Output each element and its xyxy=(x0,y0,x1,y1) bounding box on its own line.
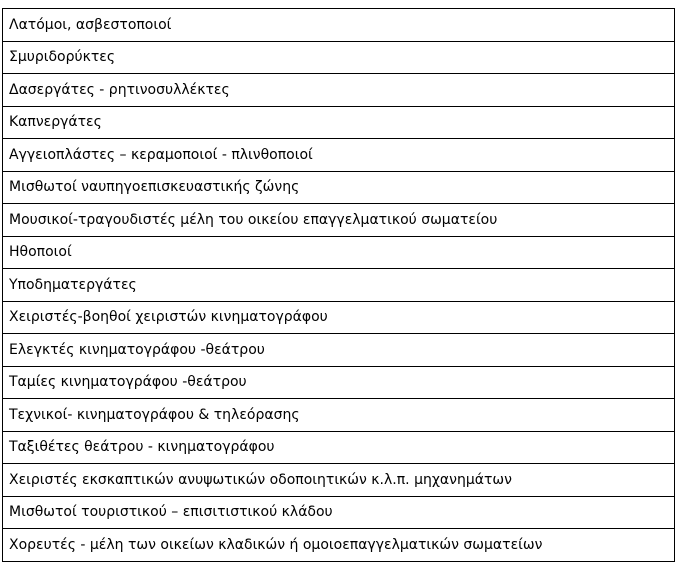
table-cell: Χειριστές-βοηθοί χειριστών κινηματογράφου xyxy=(3,301,675,334)
table-row xyxy=(3,9,675,42)
table-row xyxy=(3,464,675,497)
table-cell: Ηθοποιοί xyxy=(3,236,675,269)
table-row xyxy=(3,269,675,302)
table-row xyxy=(3,301,675,334)
table-row xyxy=(3,204,675,237)
table-row xyxy=(3,399,675,432)
table-cell: Μισθωτοί τουριστικού – επισιτιστικού κλάδου xyxy=(3,496,675,529)
table-cell: Χορευτές - μέλη των οικείων κλαδικών ή ομοιοεπαγγελματικών σωματείων xyxy=(3,529,675,562)
table-body xyxy=(3,9,675,562)
table-cell: Μισθωτοί ναυπηγοεπισκευαστικής ζώνης xyxy=(3,171,675,204)
table-row xyxy=(3,41,675,74)
table-cell: Λατόμοι, ασβεστοποιοί xyxy=(3,9,675,42)
table-cell: Τεχνικοί- κινηματογράφου & τηλεόρασης xyxy=(3,399,675,432)
table-cell: Ταξιθέτες θεάτρου - κινηματογράφου xyxy=(3,431,675,464)
table-row xyxy=(3,74,675,107)
table-row xyxy=(3,334,675,367)
table-cell: Μουσικοί-τραγουδιστές μέλη του οικείου επαγγελματικού σωματείου xyxy=(3,204,675,237)
table-cell: Ταμίες κινηματογράφου -θεάτρου xyxy=(3,366,675,399)
table-cell: Ελεγκτές κινηματογράφου -θεάτρου xyxy=(3,334,675,367)
table-row xyxy=(3,431,675,464)
table-cell: Σμυριδορύκτες xyxy=(3,41,675,74)
table-cell: Δασεργάτες - ρητινοσυλλέκτες xyxy=(3,74,675,107)
table-row xyxy=(3,236,675,269)
table-row xyxy=(3,171,675,204)
occupations-table xyxy=(2,8,675,562)
table-row xyxy=(3,106,675,139)
table-cell: Χειριστές εκσκαπτικών ανυψωτικών οδοποιητικών κ.λ.π. μηχανημάτων xyxy=(3,464,675,497)
table-cell: Καπνεργάτες xyxy=(3,106,675,139)
table-row xyxy=(3,366,675,399)
table-row xyxy=(3,529,675,562)
table-cell: Αγγειοπλάστες – κεραμοποιοί - πλινθοποιοί xyxy=(3,139,675,172)
table-row xyxy=(3,496,675,529)
table-cell: Υποδηματεργάτες xyxy=(3,269,675,302)
table-row xyxy=(3,139,675,172)
